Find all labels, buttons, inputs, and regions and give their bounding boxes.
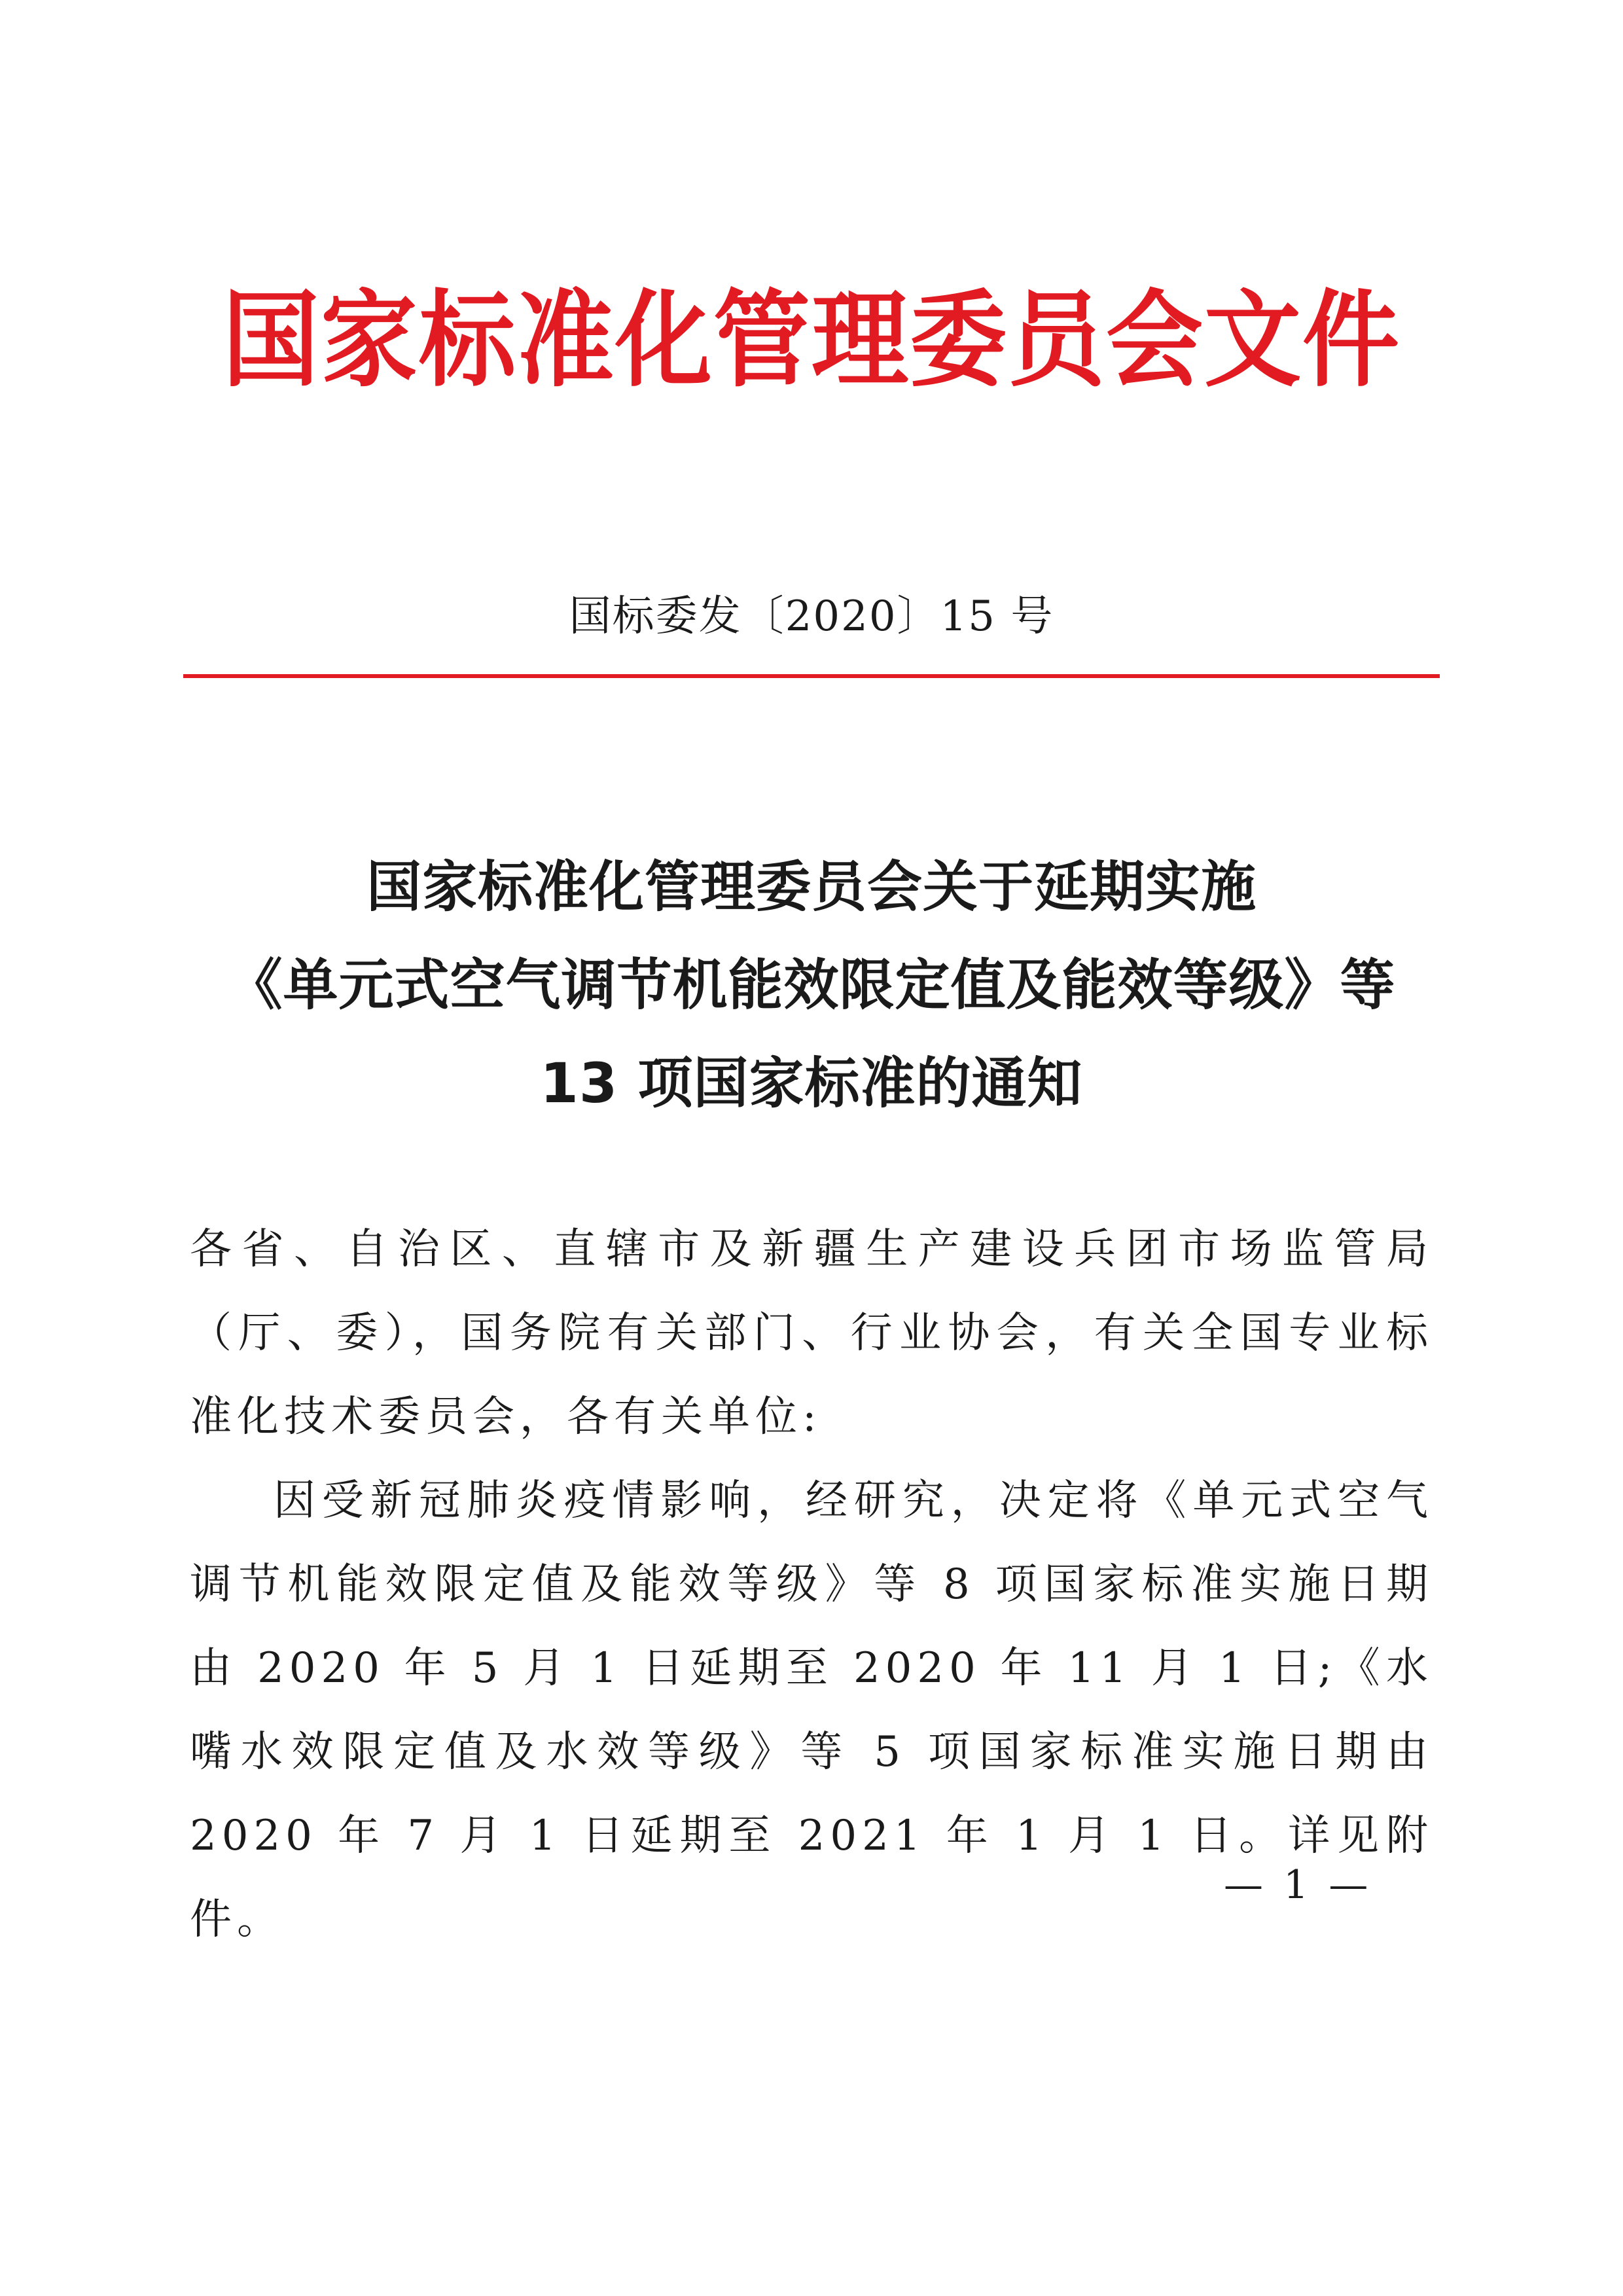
notice-title-line-2: 《单元式空气调节机能效限定值及能效等级》等: [227, 953, 1396, 1017]
body-paragraph: 因受新冠肺炎疫情影响，经研究，决定将《单元式空气调节机能效限定值及能效等级》等 8 项国家标准实施日期由 2020 年 5 月 1 日延期至 2020 年 11 月 1 日;《水嘴水效限定值及水效等级》等 5 项国家标准实施日期由 2020 年 7 月 1 日延期至 2021 年 1 月 1 日。详见附件。: [190, 1477, 1433, 1944]
notice-title: [170, 838, 1453, 1132]
notice-title-line-3: 13 项国家标准的通知: [540, 1051, 1083, 1115]
masthead-title: 国家标准化管理委员会文件: [223, 279, 1400, 401]
red-divider-line: [183, 674, 1440, 678]
addressee-paragraph: 各省、自治区、直辖市及新疆生产建设兵团市场监管局（厅、委），国务院有关部门、行业协会，有关全国专业标准化技术委员会，各有关单位:: [190, 1225, 1433, 1441]
page-number: — 1 —: [1224, 1862, 1372, 1908]
notice-title-line-1: 国家标准化管理委员会关于延期实施: [366, 855, 1257, 919]
document-number: 国标委发〔2020〕15 号: [569, 592, 1054, 641]
